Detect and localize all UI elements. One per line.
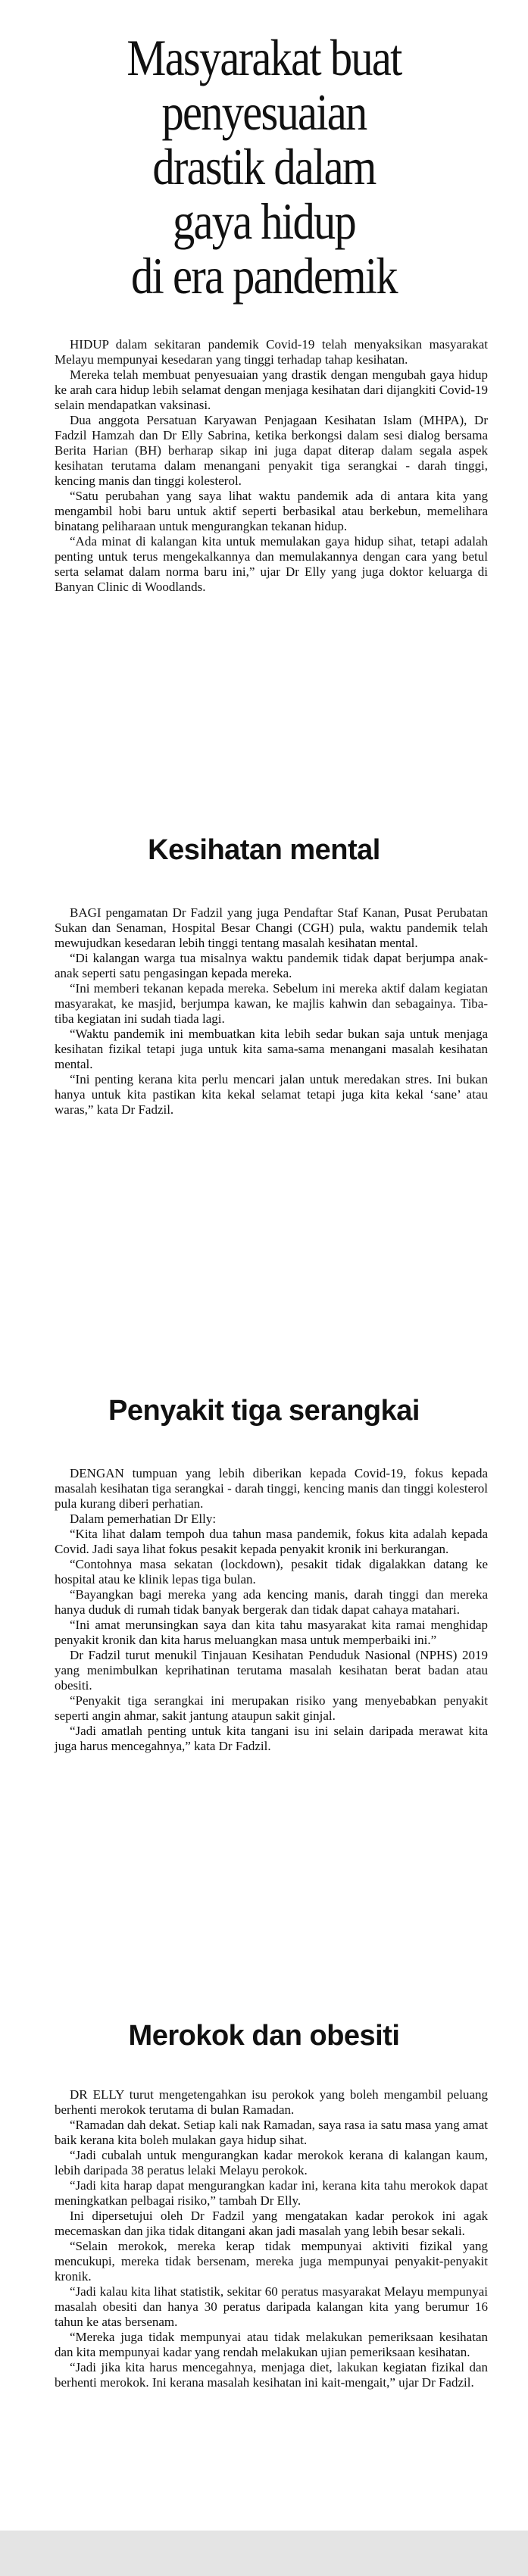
headline-line: penyesuaian bbox=[161, 83, 367, 141]
headline-line: gaya hidup bbox=[172, 192, 356, 250]
page-bottom-band bbox=[0, 2531, 528, 2576]
section-body bbox=[55, 1466, 488, 1754]
headline-line: drastik dalam bbox=[152, 138, 376, 195]
paragraph: “Selain merokok, mereka kerap tidak mempunyai aktiviti fizikal yang mencukupi, mereka tidak bersenam, mereka juga mempunyai penyakit-penyakit kronik. bbox=[55, 2239, 488, 2284]
section-penyakit-tiga-serangkai bbox=[0, 1394, 528, 1427]
paragraph: “Kita lihat dalam tempoh dua tahun masa pandemik, fokus kita adalah kepada Covid. Jadi saya lihat fokus pesakit kepada penyakit kronik ini berkurangan. bbox=[55, 1527, 488, 1556]
paragraph: DR ELLY turut mengetengahkan isu perokok yang boleh mengambil peluang berhenti merokok terutama di bulan Ramadan. bbox=[55, 2087, 488, 2117]
paragraph: “Jadi jika kita harus mencegahnya, menjaga diet, lakukan kegiatan fizikal dan berhenti merokok. Ini kerana masalah kesihatan ini kait-mengait,” ujar Dr Fadzil. bbox=[55, 2360, 488, 2390]
paragraph: “Ini penting kerana kita perlu mencari jalan untuk meredakan stres. Ini bukan hanya untuk kita pastikan kita kekal selamat tetapi juga kita kekal ‘sane’ atau waras,” kata Dr Fadzil. bbox=[55, 1072, 488, 1117]
paragraph: “Contohnya masa sekatan (lockdown), pesakit tidak digalakkan datang ke hospital atau ke klinik lepas tiga bulan. bbox=[55, 1557, 488, 1587]
paragraph: “Mereka juga tidak mempunyai atau tidak melakukan pemeriksaan kesihatan dan kita mempunyai kadar yang rendah melakukan ujian pemeriksaan kesihatan. bbox=[55, 2330, 488, 2359]
section-merokok-dan-obesiti bbox=[0, 2019, 528, 2052]
paragraph: Dr Fadzil turut menukil Tinjauan Kesihatan Penduduk Nasional (NPHS) 2019 yang menimbulkan keprihatinan terutama masalah kesihatan berat badan atau obesiti. bbox=[55, 1648, 488, 1693]
paragraph: “Jadi cubalah untuk mengurangkan kadar merokok kerana di kalangan kaum, lebih daripada 38 peratus lelaki Melayu perokok. bbox=[55, 2148, 488, 2177]
paragraph: DENGAN tumpuan yang lebih diberikan kepada Covid-19, fokus kepada masalah kesihatan tiga serangkai - darah tinggi, kencing manis dan tinggi kolesterol pula kurang diberi perhatian. bbox=[55, 1466, 488, 1511]
paragraph: Ini dipersetujui oleh Dr Fadzil yang mengatakan kadar perokok ini agak mecemaskan dan jika tidak ditangani akan jadi masalah yang lebih besar sekali. bbox=[55, 2209, 488, 2238]
section-heading: Penyakit tiga serangkai bbox=[108, 1395, 420, 1427]
section-heading: Kesihatan mental bbox=[148, 834, 380, 866]
headline-line: di era pandemik bbox=[131, 247, 397, 305]
paragraph: “Di kalangan warga tua misalnya waktu pandemik tidak dapat berjumpa anak-anak seperti satu pengasingan kepada mereka. bbox=[55, 951, 488, 980]
paragraph: “Jadi kalau kita lihat statistik, sekitar 60 peratus masyarakat Melayu mempunyai masalah obesiti dan hanya 30 peratus daripada kalangan kita yang berumur 16 tahun ke atas bersenam. bbox=[55, 2284, 488, 2329]
paragraph: BAGI pengamatan Dr Fadzil yang juga Pendaftar Staf Kanan, Pusat Perubatan Sukan dan Senaman, Hospital Besar Changi (CGH) pula, waktu pandemik telah mewujudkan kesedaran lebih tinggi tentang masalah kesihatan mental. bbox=[55, 905, 488, 950]
paragraph: Dua anggota Persatuan Karyawan Penjagaan Kesihatan Islam (MHPA), Dr Fadzil Hamzah dan Dr Elly Sabrina, ketika berkongsi dalam sesi dialog bersama Berita Harian (BH) berharap sikap ini juga dapat diterap dalam segala aspek kesihatan terutama dalam menangani penyakit tiga serangkai - darah tinggi, kencing manis dan tinggi kolesterol. bbox=[55, 413, 488, 488]
paragraph: “Waktu pandemik ini membuatkan kita lebih sedar bukan saja untuk menjaga kesihatan fizikal tetapi juga untuk kita sama-sama menangani masalah kesihatan mental. bbox=[55, 1027, 488, 1071]
paragraph: “Ini memberi tekanan kepada mereka. Sebelum ini mereka aktif dalam kegiatan masyarakat, ke masjid, berjumpa kawan, ke majlis kahwin dan sebagainya. Tiba-tiba kegiatan ini sudah tiada lagi. bbox=[55, 981, 488, 1026]
section-body bbox=[55, 905, 488, 1118]
section-kesihatan-mental bbox=[0, 833, 528, 867]
headline bbox=[37, 0, 491, 303]
paragraph: Dalam pemerhatian Dr Elly: bbox=[70, 1512, 217, 1526]
headline-line: Masyarakat buat bbox=[127, 29, 401, 86]
paragraph: “Jadi kita harap dapat mengurangkan kadar ini, kerana kita tahu merokok dapat meningkatkan pelbagai risiko,” tambah Dr Elly. bbox=[55, 2178, 488, 2208]
paragraph: Mereka telah membuat penyesuaian yang drastik dengan mengubah gaya hidup ke arah cara hidup lebih selamat dengan menjaga kesihatan dari dijangkiti Covid-19 selain mendapatkan vaksinasi. bbox=[55, 367, 488, 412]
paragraph: “Ramadan dah dekat. Setiap kali nak Ramadan, saya rasa ia satu masa yang amat baik kerana kita boleh mulakan gaya hidup sihat. bbox=[55, 2118, 488, 2147]
section-heading: Merokok dan obesiti bbox=[128, 2020, 400, 2052]
paragraph: “Ada minat di kalangan kita untuk memulakan gaya hidup sihat, tetapi adalah penting untuk terus mengekalkannya dan memulakannya dengan cara yang betul serta selamat dalam norma baru ini,” ujar Dr Elly yang juga doktor keluarga di Banyan Clinic di Woodlands. bbox=[55, 534, 488, 594]
paragraph: “Ini amat merunsingkan saya dan kita tahu masyarakat kita ramai menghidap penyakit kronik dan kita harus meluangkan masa untuk memperbaiki ini.” bbox=[55, 1618, 488, 1647]
paragraph: “Penyakit tiga serangkai ini merupakan risiko yang menyebabkan penyakit seperti angin ahmar, sakit jantung ataupun sakit ginjal. bbox=[55, 1693, 488, 1723]
paragraph: “Satu perubahan yang saya lihat waktu pandemik ada di antara kita yang mengambil hobi baru untuk aktif seperti berbasikal atau berkebun, memelihara binatang peliharaan untuk mengurangkan tekanan hidup. bbox=[55, 489, 488, 533]
paragraph: “Bayangkan bagi mereka yang ada kencing manis, darah tinggi dan mereka hanya duduk di rumah tidak banyak bergerak dan tidak dapat cahaya matahari. bbox=[55, 1587, 488, 1617]
section-body bbox=[55, 2087, 488, 2390]
intro-body bbox=[55, 337, 488, 595]
paragraph: HIDUP dalam sekitaran pandemik Covid-19 telah menyaksikan masyarakat Melayu mempunyai kesedaran yang tinggi terhadap tahap kesihatan. bbox=[55, 337, 488, 367]
paragraph: “Jadi amatlah penting untuk kita tangani isu ini selain daripada merawat kita juga harus mencegahnya,” kata Dr Fadzil. bbox=[55, 1724, 488, 1753]
